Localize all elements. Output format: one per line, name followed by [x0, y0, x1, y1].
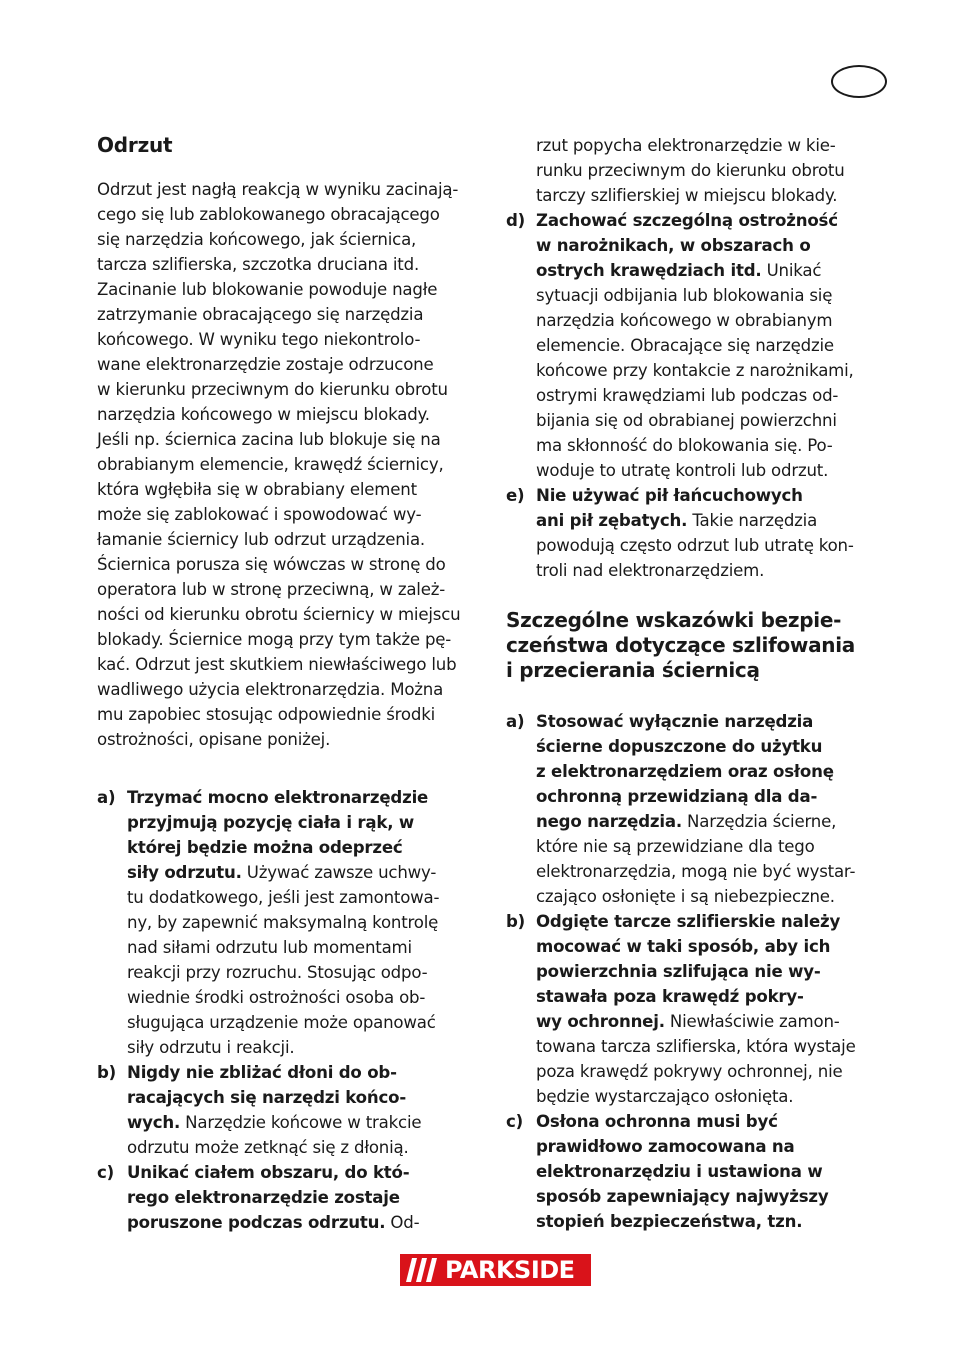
body-text: Używać zawsze uchwy-: [241, 863, 437, 882]
body-text: poza krawędź pokrywy ochronnej, nie: [536, 1062, 843, 1081]
text-line: tarczy szlifierskiej w miejscu blokady.: [536, 186, 838, 205]
text-line: Jeśli np. ściernica zacina lub blokuje się na: [97, 430, 441, 449]
list-item-letter: e): [506, 486, 525, 505]
list-item-line: [127, 1085, 484, 1110]
text-line: łamanie ściernicy lub odrzut urządzenia.: [97, 530, 425, 549]
list-item-line: [536, 1084, 892, 1109]
list-item-line: [127, 1135, 484, 1160]
list-item-line: [536, 1184, 892, 1209]
list-item-line: [536, 283, 892, 308]
list-item: [506, 208, 892, 483]
emphasis-text: ścierne dopuszczone do użytku: [536, 737, 823, 756]
list-item-line: [536, 1034, 892, 1059]
list-item-line: [536, 1209, 892, 1234]
list-item: [97, 1060, 484, 1160]
list-item: [506, 1109, 892, 1234]
text-line: cego się lub zablokowanego obracającego: [97, 205, 440, 224]
emphasis-text: ochronną przewidzianą dla da-: [536, 787, 818, 806]
list-item-line: [536, 1009, 892, 1034]
emphasis-text: wy ochronnej.: [536, 1012, 665, 1031]
right-warning-list-bottom: [506, 709, 892, 1234]
body-text: narzędzia końcowego w obrabianym: [536, 311, 833, 330]
list-item-line: [536, 233, 892, 258]
list-item: [506, 909, 892, 1109]
list-item-line: [127, 785, 484, 810]
list-item: [506, 709, 892, 909]
body-text: Unikać: [761, 261, 822, 280]
list-item-line: [536, 333, 892, 358]
emphasis-text: Odgięte tarcze szlifierskie należy: [536, 912, 841, 931]
emphasis-text: racających się narzędzi końco-: [127, 1088, 407, 1107]
emphasis-text: ani pił zębatych.: [536, 511, 688, 530]
text-line: obrabianym elemencie, krawędź ściernicy,: [97, 455, 444, 474]
body-text: Narzędzie końcowe w trakcie: [180, 1113, 422, 1132]
list-item-line: [536, 308, 892, 333]
list-item-line: [127, 1210, 484, 1235]
list-item-line: [536, 508, 892, 533]
body-text: troli nad elektronarzędziem.: [536, 561, 765, 580]
list-item-line: [536, 834, 892, 859]
list-item-line: [536, 884, 892, 909]
list-item-line: [127, 1035, 484, 1060]
list-item-line: [536, 809, 892, 834]
emphasis-text: stopień bezpieczeństwa, tzn.: [536, 1212, 803, 1231]
list-item-line: [127, 935, 484, 960]
list-item-letter: a): [97, 788, 116, 807]
emphasis-text: Trzymać mocno elektronarzędzie: [127, 788, 429, 807]
text-line: Zacinanie lub blokowanie powoduje nagłe: [97, 280, 438, 299]
text-line: mu zapobiec stosując odpowiednie środki: [97, 705, 436, 724]
list-item-letter: d): [506, 211, 526, 230]
emphasis-text: Zachować szczególną ostrożność: [536, 211, 838, 230]
body-text: Od-: [385, 1213, 420, 1232]
list-item-letter: b): [97, 1063, 117, 1082]
emphasis-text: Stosować wyłącznie narzędzia: [536, 712, 814, 731]
body-text: ny, by zapewnić maksymalną kontrolę: [127, 913, 439, 932]
list-item-letter: b): [506, 912, 526, 931]
emphasis-text: elektronarzędziu i ustawiona w: [536, 1162, 823, 1181]
body-text: będzie wystarczająco osłonięta.: [536, 1087, 794, 1106]
text-line: która wgłębiła się w obrabiany element: [97, 480, 417, 499]
section-heading-odrzut: Odrzut: [97, 133, 173, 157]
text-line: wane elektronarzędzie zostaje odrzucone: [97, 355, 434, 374]
emphasis-text: powierzchnia szlifująca nie wy-: [536, 962, 821, 981]
emphasis-text: sposób zapewniający najwyższy: [536, 1187, 829, 1206]
body-text: ma skłonność do blokowania się. Po-: [536, 436, 833, 455]
list-item-line: [127, 910, 484, 935]
body-text: Narzędzia ścierne,: [681, 812, 837, 831]
list-item: [97, 785, 484, 1060]
emphasis-text: przyjmują pozycję ciała i rąk, w: [127, 813, 415, 832]
list-item-line: [127, 1010, 484, 1035]
text-line: się narzędzia końcowego, jak ściernica,: [97, 230, 417, 249]
list-item-line: [536, 533, 892, 558]
list-item-line: [536, 984, 892, 1009]
body-text: wiednie środki ostrożności osoba ob-: [127, 988, 426, 1007]
list-item-line: [536, 909, 892, 934]
list-item: [506, 483, 892, 583]
list-item-line: [127, 985, 484, 1010]
right-warning-list-top: [506, 208, 892, 583]
emphasis-text: której będzie można odeprzeć: [127, 838, 403, 857]
language-badge-outline: [831, 65, 887, 98]
text-line: narzędzia końcowego w miejscu blokady.: [97, 405, 430, 424]
list-item-line: [536, 458, 892, 483]
list-item-line: [536, 483, 892, 508]
emphasis-text: mocować w taki sposób, aby ich: [536, 937, 831, 956]
list-item-line: [536, 433, 892, 458]
text-line: i przecierania ściernicą: [506, 658, 760, 682]
body-text: które nie są przewidziane dla tego: [536, 837, 815, 856]
list-item-line: [127, 1185, 484, 1210]
list-item-line: [536, 383, 892, 408]
intro-paragraph: [97, 177, 482, 752]
text-line: runku przeciwnym do kierunku obrotu: [536, 161, 845, 180]
emphasis-text: stawała poza krawędź pokry-: [536, 987, 804, 1006]
list-item-line: [127, 1160, 484, 1185]
body-text: bijania się od obrabianej powierzchni: [536, 411, 837, 430]
emphasis-text: nego narzędzia.: [536, 812, 682, 831]
left-warning-list: [97, 785, 484, 1235]
emphasis-text: wych.: [127, 1113, 181, 1132]
body-text: siły odrzutu i reakcji.: [127, 1038, 295, 1057]
body-text: nad siłami odrzutu lub momentami: [127, 938, 412, 957]
list-item-line: [127, 960, 484, 985]
emphasis-text: Nie używać pił łańcuchowych: [536, 486, 803, 505]
emphasis-text: siły odrzutu.: [127, 863, 242, 882]
list-item-line: [536, 408, 892, 433]
list-item-line: [127, 1110, 484, 1135]
continuation-paragraph: [536, 133, 892, 208]
list-item-line: [536, 558, 892, 583]
list-item-line: [127, 810, 484, 835]
list-item-line: [127, 1060, 484, 1085]
text-line: rzut popycha elektronarzędzie w kie-: [536, 136, 836, 155]
list-item-line: [127, 885, 484, 910]
list-item-line: [127, 835, 484, 860]
emphasis-text: w narożnikach, w obszarach o: [536, 236, 811, 255]
text-line: w kierunku przeciwnym do kierunku obrotu: [97, 380, 448, 399]
emphasis-text: ostrych krawędziach itd.: [536, 261, 762, 280]
body-text: woduje to utratę kontroli lub odrzut.: [536, 461, 829, 480]
body-text: elemencie. Obracające się narzędzie: [536, 336, 834, 355]
text-line: może się zablokować i spowodować wy-: [97, 505, 422, 524]
text-line: operatora lub w stronę przeciwną, w zależ-: [97, 580, 446, 599]
list-item-line: [536, 1159, 892, 1184]
emphasis-text: Unikać ciałem obszaru, do któ-: [127, 1163, 410, 1182]
body-text: towana tarcza szlifierska, która wystaje: [536, 1037, 856, 1056]
list-item-line: [536, 208, 892, 233]
list-item: [97, 1160, 484, 1235]
body-text: ostrymi krawędziami lub podczas od-: [536, 386, 839, 405]
body-text: Takie narzędzia: [687, 511, 818, 530]
emphasis-text: rego elektronarzędzie zostaje: [127, 1188, 400, 1207]
emphasis-text: Nigdy nie zbliżać dłoni do ob-: [127, 1063, 397, 1082]
text-line: ności od kierunku obrotu ściernicy w miejscu: [97, 605, 461, 624]
body-text: tu dodatkowego, jeśli jest zamontowa-: [127, 888, 440, 907]
list-item-line: [536, 1134, 892, 1159]
section-heading-special-guidance: [506, 608, 892, 683]
body-text: powodują często odrzut lub utratę kon-: [536, 536, 854, 555]
body-text: sytuacji odbijania lub blokowania się: [536, 286, 833, 305]
emphasis-text: z elektronarzędziem oraz osłonę: [536, 762, 834, 781]
text-line: Odrzut jest nagłą reakcją w wyniku zacinają-: [97, 180, 459, 199]
list-item-letter: c): [506, 1112, 524, 1131]
list-item-line: [536, 759, 892, 784]
emphasis-text: poruszone podczas odrzutu.: [127, 1213, 386, 1232]
text-line: końcowego. W wyniku tego niekontrolo-: [97, 330, 421, 349]
text-line: Ściernica porusza się wówczas w stronę do: [97, 555, 446, 574]
list-item-line: [536, 859, 892, 884]
body-text: reakcji przy rozruchu. Stosując odpo-: [127, 963, 428, 982]
text-line: Szczególne wskazówki bezpie-: [506, 608, 842, 632]
text-line: tarcza szlifierska, szczotka druciana itd.: [97, 255, 420, 274]
list-item-line: [536, 784, 892, 809]
body-text: sługująca urządzenie może opanować: [127, 1013, 436, 1032]
body-text: elektronarzędzia, mogą nie być wystar-: [536, 862, 856, 881]
parkside-logo: [400, 1254, 591, 1286]
list-item-letter: a): [506, 712, 525, 731]
body-text: czająco osłonięte i są niebezpieczne.: [536, 887, 835, 906]
logo-stripes-icon: [406, 1258, 442, 1282]
list-item-line: [536, 1059, 892, 1084]
text-line: czeństwa dotyczące szlifowania: [506, 633, 855, 657]
emphasis-text: Osłona ochronna musi być: [536, 1112, 778, 1131]
list-item-line: [536, 934, 892, 959]
list-item-line: [536, 709, 892, 734]
list-item-line: [127, 860, 484, 885]
text-line: wadliwego użycia elektronarzędzia. Można: [97, 680, 444, 699]
list-item-line: [536, 734, 892, 759]
text-line: blokady. Ściernice mogą przy tym także pę-: [97, 630, 452, 649]
emphasis-text: prawidłowo zamocowana na: [536, 1137, 795, 1156]
logo-brand-text: PARKSIDE: [445, 1256, 575, 1284]
text-line: ostrożności, opisane poniżej.: [97, 730, 331, 749]
body-text: Niewłaściwie zamon-: [664, 1012, 840, 1031]
list-item-letter: c): [97, 1163, 115, 1182]
body-text: odrzutu może zetknąć się z dłonią.: [127, 1138, 409, 1157]
list-item-line: [536, 959, 892, 984]
text-line: kać. Odrzut jest skutkiem niewłaściwego lub: [97, 655, 457, 674]
text-line: zatrzymanie obracającego się narzędzia: [97, 305, 424, 324]
list-item-line: [536, 1109, 892, 1134]
list-item-line: [536, 358, 892, 383]
list-item-line: [536, 258, 892, 283]
body-text: końcowe przy kontakcie z narożnikami,: [536, 361, 854, 380]
